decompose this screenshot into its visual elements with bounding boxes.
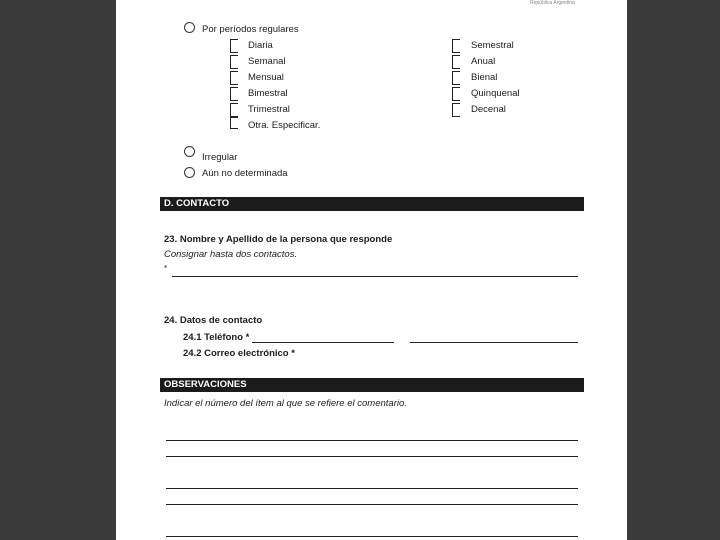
option-other-specify: Otra. Especificar. <box>248 120 321 131</box>
form-page <box>116 0 627 540</box>
option-biennial: Bienal <box>471 72 498 83</box>
checkbox-quinquennial[interactable] <box>452 87 460 101</box>
section-header-observations: OBSERVACIONES <box>160 378 584 392</box>
option-quinquennial: Quinquenal <box>471 88 520 99</box>
q23-note: Consignar hasta dos contactos. <box>164 249 298 260</box>
observations-note: Indicar el número del ítem al que se refiere el comentario. <box>164 398 407 409</box>
phone-field-1[interactable] <box>252 342 394 343</box>
q24-title: 24. Datos de contacto <box>164 315 263 326</box>
observation-line[interactable] <box>166 488 578 489</box>
email-label: 24.2 Correo electrónico * <box>183 348 295 359</box>
checkbox-daily[interactable] <box>230 39 238 53</box>
observation-line[interactable] <box>166 456 578 457</box>
observation-line[interactable] <box>166 536 578 537</box>
checkbox-quarterly[interactable] <box>230 103 238 117</box>
checkbox-semiannual[interactable] <box>452 39 460 53</box>
contact-name-field[interactable] <box>172 276 578 277</box>
label-regular-periods: Por períodos regulares <box>202 24 299 35</box>
option-daily: Diaria <box>248 40 273 51</box>
observation-line[interactable] <box>166 440 578 441</box>
option-bimonthly: Bimestral <box>248 88 288 99</box>
option-decennial: Decenal <box>471 104 506 115</box>
radio-undetermined[interactable] <box>184 167 195 178</box>
option-annual: Anual <box>471 56 496 67</box>
label-irregular: Irregular <box>202 152 238 163</box>
checkbox-other[interactable] <box>230 117 238 129</box>
checkbox-decennial[interactable] <box>452 103 460 117</box>
checkbox-annual[interactable] <box>452 55 460 69</box>
option-quarterly: Trimestral <box>248 104 290 115</box>
q23-title: 23. Nombre y Apellido de la persona que responde <box>164 234 393 245</box>
label-undetermined: Aún no determinada <box>202 168 288 179</box>
radio-irregular[interactable] <box>184 146 195 157</box>
observation-line[interactable] <box>166 504 578 505</box>
checkbox-bimonthly[interactable] <box>230 87 238 101</box>
checkbox-biennial[interactable] <box>452 71 460 85</box>
phone-field-2[interactable] <box>410 342 578 343</box>
header-logo-text: República Argentina <box>530 0 575 6</box>
option-semiannual: Semestral <box>471 40 514 51</box>
q23-asterisk: * <box>164 264 168 273</box>
checkbox-weekly[interactable] <box>230 55 238 69</box>
checkbox-monthly[interactable] <box>230 71 238 85</box>
option-monthly: Mensual <box>248 72 284 83</box>
phone-label: 24.1 Teléfono * <box>183 332 250 343</box>
radio-regular-periods[interactable] <box>184 22 195 33</box>
section-header-contact: D. CONTACTO <box>160 197 584 211</box>
option-weekly: Semanal <box>248 56 286 67</box>
